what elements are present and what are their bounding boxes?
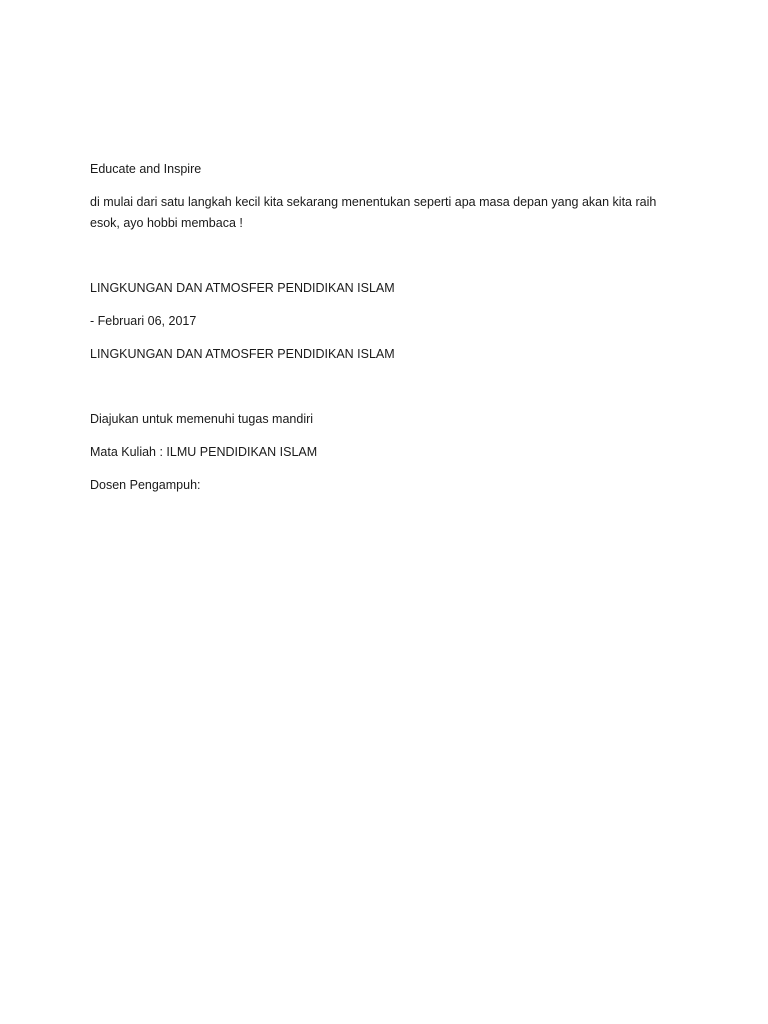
purpose-line: Diajukan untuk memenuhi tugas mandiri <box>90 412 314 426</box>
blog-title: Educate and Inspire <box>90 162 202 176</box>
course-line: Mata Kuliah : ILMU PENDIDIKAN ISLAM <box>90 445 318 459</box>
post-date: - Februari 06, 2017 <box>90 314 197 328</box>
blog-tagline: di mulai dari satu langkah kecil kita sekarang menentukan seperti apa masa depan yang akan kita raih esok, ayo hobbi membaca ! <box>90 195 657 230</box>
document-heading: LINGKUNGAN DAN ATMOSFER PENDIDIKAN ISLAM <box>90 347 395 361</box>
post-title: LINGKUNGAN DAN ATMOSFER PENDIDIKAN ISLAM <box>90 281 395 295</box>
lecturer-line: Dosen Pengampuh: <box>90 478 201 492</box>
document-content <box>90 159 680 496</box>
